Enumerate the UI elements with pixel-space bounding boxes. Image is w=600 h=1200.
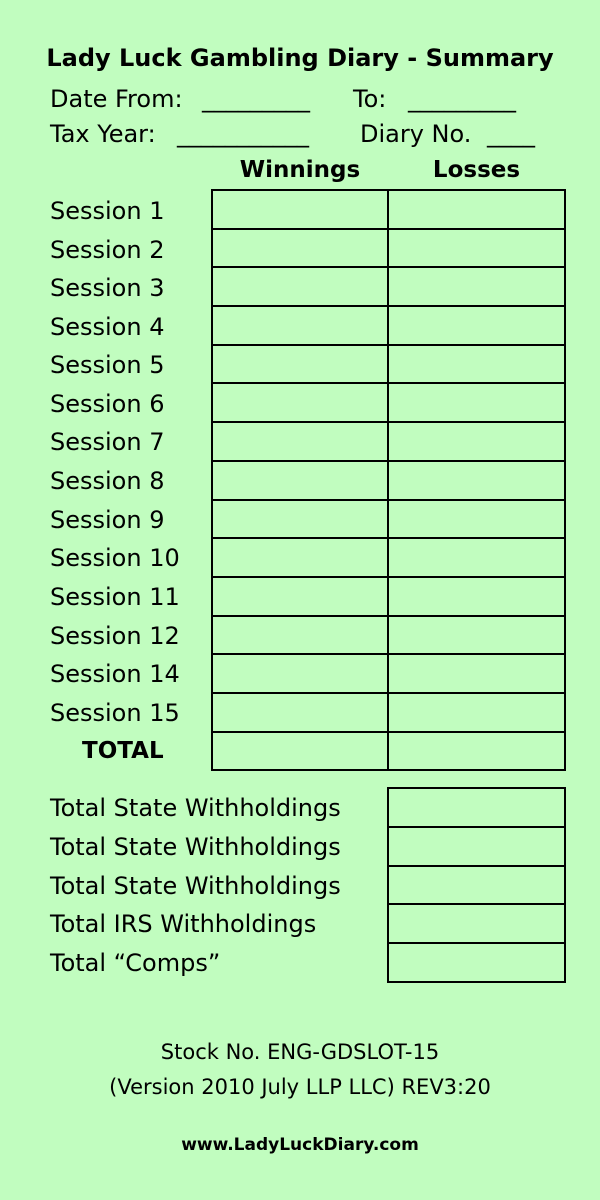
session-label: Session 9: [50, 506, 165, 534]
winnings-cell[interactable]: [212, 500, 388, 539]
session-row: [212, 306, 565, 345]
winnings-cell[interactable]: [212, 190, 388, 229]
losses-header: Losses: [432, 157, 521, 183]
withholding-amount-cell[interactable]: [388, 788, 565, 827]
tax-year-label: Tax Year:: [50, 120, 156, 148]
losses-cell[interactable]: [388, 229, 565, 268]
session-label: Session 7: [50, 428, 165, 456]
winnings-cell[interactable]: [212, 654, 388, 693]
date-from-blank: _________: [202, 85, 310, 113]
date-to-blank: _________: [408, 85, 516, 113]
winnings-cell[interactable]: [212, 267, 388, 306]
losses-cell[interactable]: [388, 306, 565, 345]
session-row: [212, 461, 565, 500]
diary-no-blank: ____: [487, 120, 535, 148]
withholding-grid: [387, 787, 566, 983]
losses-cell[interactable]: [388, 500, 565, 539]
losses-cell[interactable]: [388, 190, 565, 229]
losses-cell[interactable]: [388, 422, 565, 461]
session-label: Session 1: [50, 197, 165, 225]
session-row: [212, 267, 565, 306]
session-row: [212, 345, 565, 384]
winnings-cell[interactable]: [212, 383, 388, 422]
withholding-amount-cell[interactable]: [388, 866, 565, 905]
withholding-row: [388, 904, 565, 943]
withholding-amount-cell[interactable]: [388, 943, 565, 982]
diary-no-label: Diary No.: [360, 120, 472, 148]
winnings-cell[interactable]: [212, 732, 388, 771]
winnings-cell[interactable]: [212, 229, 388, 268]
version-info: (Version 2010 July LLP LLC) REV3:20: [109, 1075, 491, 1099]
withholding-row: [388, 866, 565, 905]
session-label: Session 6: [50, 390, 165, 418]
withholding-label: Total State Withholdings: [50, 872, 341, 900]
tax-year-blank: ___________: [177, 120, 309, 148]
date-from-label: Date From:: [50, 85, 183, 113]
session-label: Session 11: [50, 583, 180, 611]
session-row: [212, 616, 565, 655]
session-label: Session 4: [50, 313, 165, 341]
withholding-row: [388, 943, 565, 982]
withholding-amount-cell[interactable]: [388, 904, 565, 943]
session-label: Session 3: [50, 274, 165, 302]
withholding-label: Total “Comps”: [50, 949, 221, 977]
winnings-cell[interactable]: [212, 306, 388, 345]
losses-cell[interactable]: [388, 732, 565, 771]
winnings-cell[interactable]: [212, 693, 388, 732]
session-row: [212, 229, 565, 268]
session-row: [212, 538, 565, 577]
losses-cell[interactable]: [388, 616, 565, 655]
winnings-cell[interactable]: [212, 577, 388, 616]
session-label: Session 15: [50, 699, 180, 727]
winnings-cell[interactable]: [212, 616, 388, 655]
session-row: [212, 577, 565, 616]
stock-number: Stock No. ENG-GDSLOT-15: [160, 1040, 440, 1064]
session-row: [212, 654, 565, 693]
session-row: [212, 693, 565, 732]
page-title: Lady Luck Gambling Diary - Summary: [46, 44, 554, 72]
session-row: [212, 500, 565, 539]
withholding-amount-cell[interactable]: [388, 827, 565, 866]
session-grid: [211, 189, 566, 771]
losses-cell[interactable]: [388, 345, 565, 384]
session-label: Session 2: [50, 236, 165, 264]
losses-cell[interactable]: [388, 654, 565, 693]
withholding-row: [388, 788, 565, 827]
winnings-header: Winnings: [239, 157, 361, 183]
date-to-label: To:: [353, 85, 387, 113]
session-label: Session 14: [50, 660, 180, 688]
losses-cell[interactable]: [388, 577, 565, 616]
withholding-label: Total State Withholdings: [50, 794, 341, 822]
losses-cell[interactable]: [388, 693, 565, 732]
session-row: [212, 383, 565, 422]
session-row: [212, 422, 565, 461]
withholding-label: Total IRS Withholdings: [50, 910, 317, 938]
website-link[interactable]: www.LadyLuckDiary.com: [181, 1135, 419, 1155]
losses-cell[interactable]: [388, 383, 565, 422]
withholding-label: Total State Withholdings: [50, 833, 341, 861]
total-label: TOTAL: [82, 738, 164, 764]
losses-cell[interactable]: [388, 461, 565, 500]
losses-cell[interactable]: [388, 267, 565, 306]
session-row: [212, 190, 565, 229]
session-label: Session 8: [50, 467, 165, 495]
withholding-row: [388, 827, 565, 866]
session-label: Session 12: [50, 622, 180, 650]
session-label: Session 5: [50, 351, 165, 379]
losses-cell[interactable]: [388, 538, 565, 577]
winnings-cell[interactable]: [212, 422, 388, 461]
total-row: [212, 732, 565, 771]
winnings-cell[interactable]: [212, 345, 388, 384]
winnings-cell[interactable]: [212, 538, 388, 577]
session-label: Session 10: [50, 544, 180, 572]
winnings-cell[interactable]: [212, 461, 388, 500]
